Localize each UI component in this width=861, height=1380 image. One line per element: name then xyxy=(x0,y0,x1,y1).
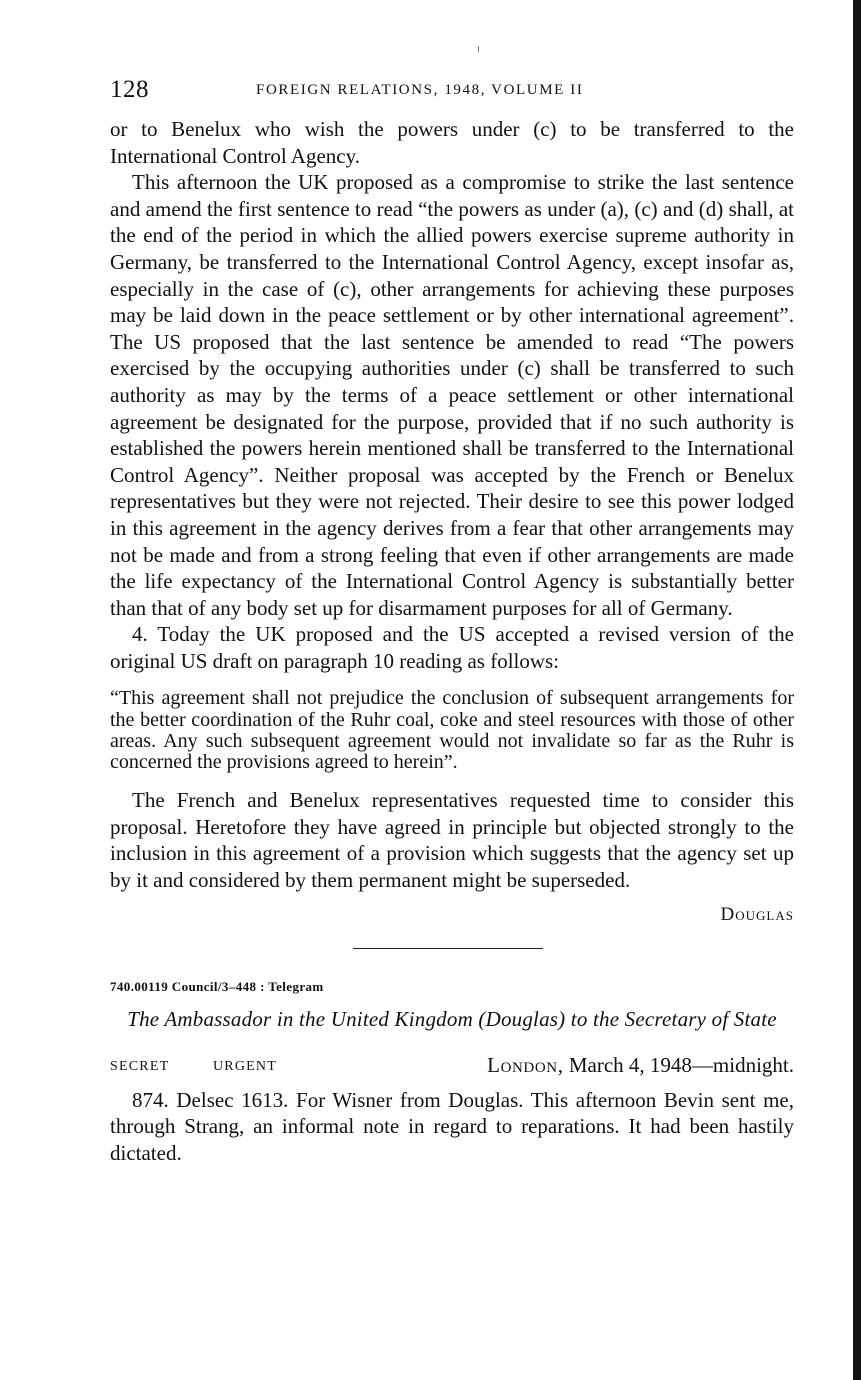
document-title: The Ambassador in the United Kingdom (Douglas) to the Secretary of State xyxy=(127,1006,777,1031)
place-date xyxy=(487,1053,794,1078)
quoted-agreement-text: “This agreement shall not prejudice the conclusion of subsequent arrangements for the better coordination of the Ruhr coal, coke and steel resources with those of other areas. Any such subsequent agreement would not invalidate so far as the Ruhr is concerned the provisions agreed to herein”. xyxy=(110,687,794,774)
file-reference: 740.00119 Council/3–448 : Telegram xyxy=(110,978,324,994)
page-edge-shadow xyxy=(853,0,861,1380)
signature: Douglas xyxy=(720,903,794,925)
page-number: 128 xyxy=(110,76,149,103)
running-title: FOREIGN RELATIONS, 1948, VOLUME II xyxy=(256,82,584,98)
date: March 4, 1948—midnight. xyxy=(568,1052,794,1077)
urgency-label: URGENT xyxy=(213,1058,277,1074)
paragraph-continuation: or to Benelux who wish the powers under (c) to be transferred to the International Control Agency. xyxy=(110,117,794,168)
paragraph-revised-version: 4. Today the UK proposed and the US accepted a revised version of the original US draft on paragraph 10 reading as follows: xyxy=(110,622,794,673)
scan-mark xyxy=(478,46,479,52)
classification-label: SECRET xyxy=(110,1058,170,1074)
document-page xyxy=(110,70,794,1166)
paragraph-uk-proposal: This afternoon the UK proposed as a compromise to strike the last sentence and amend the first sentence to read “the powers as under (a), (c) and (d) shall, at the end of the period in which the allied powers exercise supreme authority in Germany, be transferred to the International Control Agency, except insofar as, especially in the case of (c), other arrangements for achieving these purposes may be laid down in the peace settlement or by other international agreement”. The US proposed that the last sentence be amended to read “The powers exercised by the occupying authorities under (c) shall be transferred to such authority as may by the terms of a peace settlement or other international agreement be designated for the purpose, provided that if no such authority is established the powers herein mentioned shall be transferred to the International Control Agency”. Neither proposal was accepted by the French or Benelux representatives but they were not rejected. Their desire to see this power lodged in this agreement in the agency derives from a fear that other arrangements may not be made and from a strong feeling that even if other arrangements are made the life expectancy of the International Control Agency is substantially better than that of any body set up for disarmament purposes for all of Germany. xyxy=(110,170,794,620)
running-head xyxy=(110,70,794,110)
paragraph-french-benelux: The French and Benelux representatives requested time to consider this proposal. Heretofore they have agreed in principle but objected strongly to the inclusion in this agreement of a provision which suggests that the agency set up by it and considered by them permanent might be superseded. xyxy=(110,788,794,893)
dateline xyxy=(110,1049,794,1085)
section-divider xyxy=(353,948,543,949)
place: London, xyxy=(487,1052,564,1077)
telegram-body: 874. Delsec 1613. For Wisner from Douglas. This afternoon Bevin sent me, through Strang, an informal note in regard to reparations. It had been hastily dictated. xyxy=(110,1087,794,1165)
